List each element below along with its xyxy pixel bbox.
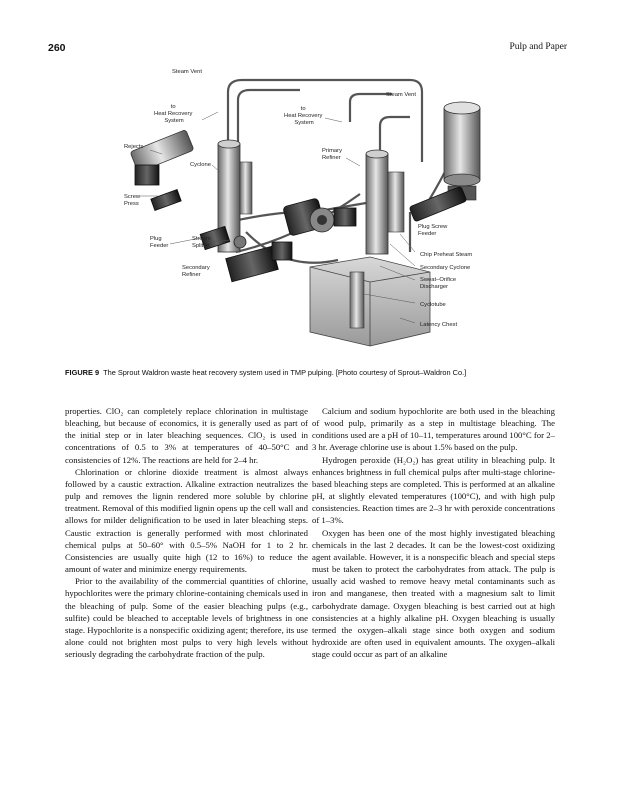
label-to-heat-recovery-center: to Heat Recovery System xyxy=(284,106,323,126)
label-plug-screw-feeder: Plug Screw Feeder xyxy=(418,224,448,237)
label-cyclone: Cyclone xyxy=(190,162,211,168)
label-screw-press: Screw Press xyxy=(124,194,141,207)
label-chip-preheat-steam: Chip Preheat Steam xyxy=(420,252,473,258)
figure-caption-text: The Sprout Waldron waste heat recovery system used in TMP pulping. [Photo courtesy of Sprout–Waldron Co.] xyxy=(103,368,467,377)
plug-screw-feeder xyxy=(409,186,467,222)
paragraph: properties. ClO₂ can completely replace chlorination in multistage bleaching, but because of economics, it is generally used as part of the initial step or in later bleaching sequences. ClO₂ is used in concentrations of 0.5 to 3% at temperatures of 40–50°C and consistencies of 12%. The reactions are held for 2–4 hr. xyxy=(65,406,308,465)
paragraph: Prior to the availability of the commercial quantities of chlorine, hypochlorites were the primary chlorine-containing chemicals used in the bleaching of pulp. Some of the easier bleaching pulps (e.g., sulfite) could be bleached to acceptable levels of brightness in one stage. Hypochlorite is a nonspecific oxidizing agent; therefore, its use alone could not brighten most pulps to very high levels without seriously degrading the carbohydrate fraction of the pulp. xyxy=(65,576,308,660)
latency-chest xyxy=(310,257,430,346)
label-secondary-refiner: Secondary Refiner xyxy=(182,265,210,278)
figure-9-illustration xyxy=(110,62,510,350)
running-head: Pulp and Paper xyxy=(509,42,567,52)
label-steam-vent-top: Steam Vent xyxy=(172,69,202,75)
label-plug-feeder: Plug Feeder xyxy=(150,236,169,249)
label-steam-splitter: Stream Splitter xyxy=(192,236,211,249)
body-column-right xyxy=(312,405,555,660)
label-secondary-cyclone: Secondary Cyclone xyxy=(420,265,471,271)
figure-caption-label: FIGURE 9 xyxy=(65,368,100,377)
label-latency-chest: Latency Chest xyxy=(420,322,458,328)
page-number: 260 xyxy=(48,42,66,54)
paragraph: Calcium and sodium hypochlorite are both used in the bleaching of wood pulp, primarily as a step in multistage bleaching. The conditions used are a pH of 10–11, temperatures around 100°C for 2–3 hr. Average chlorine use is about 1.5% based on the pulp. xyxy=(312,406,555,453)
equipment-diagram xyxy=(110,62,510,350)
label-sweat-orifice-discharger: Sweat–Orifice Discharger xyxy=(420,277,457,290)
chip-bin xyxy=(444,102,480,200)
paragraph: Oxygen has been one of the most highly investigated bleaching chemicals in the last 2 decades. It can be the lowest-cost oxidizing agent available. However, it is a nonspecific bleach and special steps must be taken to protect the carbohydrates from attack. The pulp is usually acid washed to remove heavy metal contaminants such as iron and manganese, then treated with a magnesium salt to limit carbohydrate damage. Oxygen bleaching is best carried out at high consistencies at a highly alkaline pH. Oxygen bleaching is usually termed the oxygen–alkali stage since both oxygen and sodium hydroxide are often used in equivalent amounts. The oxygen–alkali stage could occur as part of an alkaline xyxy=(312,527,555,660)
label-to-heat-recovery-left: to Heat Recovery System xyxy=(154,104,193,124)
paragraph: Hydrogen peroxide (H₂O₂) has great utility in bleaching pulp. It enhances brightness in full chemical pulps after multi-stage chlorine-based bleaching steps are completed. This is performed at an alkaline pH, at slightly elevated temperatures (100°C), and with high pulp consistencies. Reaction times are 2–3 hr with peroxide concentrations of 1–3%. xyxy=(312,454,555,526)
label-cyclotube: Cyclotube xyxy=(420,302,446,308)
paragraph: Chlorination or chlorine dioxide treatment is almost always followed by a caustic extraction. Alkaline extraction neutralizes the pulp and removes the lignin rendered more soluble by chlorine treatment. Removal of this modified lignin opens up the cell wall and allows for milder delignification to be used in later bleaching steps. Caustic extraction is generally performed with most chlorinated chemical pulps at 50–60° with 0.5–5% NaOH for 1 to 2 hr. Consistencies are usually quite high (12 to 16%) to reduce the amount of water and minimize energy requirements. xyxy=(65,466,308,575)
secondary-cyclone-column xyxy=(366,150,404,254)
label-rejects: Rejects xyxy=(124,144,144,150)
figure-caption xyxy=(65,368,555,378)
body-column-left xyxy=(65,405,308,660)
label-primary-refiner: Primary Refiner xyxy=(322,148,342,161)
label-steam-vent-right: Steam Vent xyxy=(386,92,416,98)
